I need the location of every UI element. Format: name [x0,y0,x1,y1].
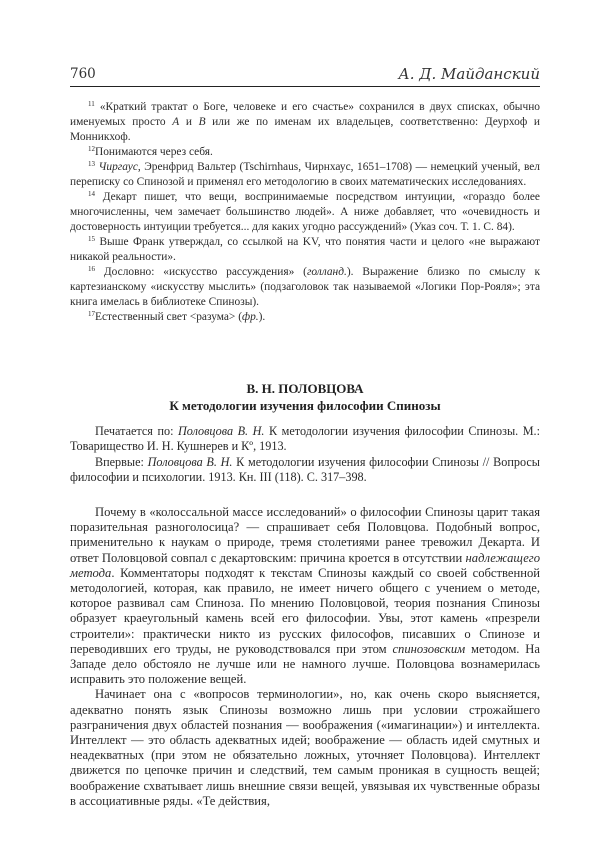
footnote [70,235,540,265]
source-text: К методологии изучения философии Спинозы // Вопросы философии и психологии. 1913. Кн. III (118). С. 317–398. [70,454,540,484]
footnote [70,145,540,160]
footnote-number: 13 [88,160,95,168]
footnote-text-italic: Чиргаус [98,161,138,173]
footnote [70,190,540,235]
footnote [70,265,540,310]
body-text [70,505,540,809]
source-text: Впервые: [95,454,148,469]
source-notes [70,424,540,485]
source-note [70,455,540,486]
footnote-text: Дословно: «искусство рассуждения» ( [103,266,307,278]
page-header [70,66,540,87]
footnote-text-italic: A [172,116,180,128]
source-text-italic: Половцова В. Н. [147,454,233,469]
section-author: В. Н. ПОЛОВЦОВА [246,381,364,396]
footnote-number: 17 [88,310,95,318]
footnote-text: или же по именам их владельцев, соответственно: Деурхоф и Монникхоф. [70,116,540,143]
footnote-text-italic: фр. [242,311,259,323]
footnote [70,310,540,325]
footnote [70,160,540,190]
source-text: К методологии изучения философии Спинозы. М.: Товарищество И. Н. Кушнерев и Кº, 1913. [70,424,540,454]
footnote-text-italic: B [198,116,206,128]
body-text-italic: надлежащего метода [70,550,540,580]
footnote-text: «Краткий трактат о Боге, человеке и его счастье» сохранился в двух списках, обычно именуемых просто [70,101,540,128]
body-text-run: методом. На Западе дело обстояло не лучше или не намного лучше. Половцова вознамерилась исправить это положение вещей. [70,641,540,687]
body-paragraph [70,687,540,809]
body-text-run: Начинает она с «вопросов терминологии», но, как очень скоро выясняется, адекватно понять язык Спинозы возможно лишь при условии строжайшего разграничения двух областей познания — воображения («имагинации») и интеллекта. Интеллект — это область адекватных идей; воображение — область идей смутных и неадекватных (при этом не обязательно ложных, уточняет Половцова). Интеллект движется по цепочке причин и следствий, тем самым проникая в сущность вещей; воображение схватывает лишь внешние связи вещей, увязывая их чувственные образы в ассоциативные ряды. «Те действия, [70,687,540,808]
footnote-text: и [179,116,199,128]
footnote-text: Естественный свет <разума> ( [95,311,242,323]
footnote-text: ). Выражение близко по смыслу к картезианскому «искусству мыслить» (подзаголовок так называемой «Логики Пор-Рояля»; эта книга имелась в библиотеке Спинозы). [70,266,540,308]
page-number: 760 [70,66,96,82]
footnote-number: 14 [88,190,95,198]
source-text-italic: Половцова В. Н. [177,424,265,438]
footnote-number: 16 [88,265,95,273]
body-text-run: Почему в «колоссальной массе исследований» о философии Спинозы царит такая поразительная разноголосица? — спрашивает себя Половцова. Подобный вопрос, применительно к наукам о природе, тремя столетиями ранее тревожил Декарта. И ответ Половцовой совпал с декартовским: причина кроется в отсутствии [70,505,540,565]
footnote-text: Понимаются через себя. [95,146,213,158]
running-head-author: А. Д. Майданский [398,65,540,83]
source-text: Печатается по: [95,424,178,438]
footnote-text: , Эренфрид Вальтер (Tschirnhaus, Чирнхаус, 1651–1708) — немецкий ученый, вел переписку со Спинозой и применял его методологию в своих математических исследованиях. [70,161,540,188]
footnotes-block [70,100,540,325]
section-heading [70,380,540,415]
footnote-text-italic: голланд. [306,266,347,278]
source-note [70,424,540,455]
footnote-text: ). [258,311,266,323]
section-title: К методологии изучения философии Спинозы [169,398,441,413]
footnote [70,100,540,145]
footnote-number: 15 [88,235,95,243]
body-text-run: . Комментаторы подходят к текстам Спинозы каждый со своей собственной методологией, которая, как правило, не имеет ничего общего с учением о методе, которое развивал сам Спиноза. По мнению Половцовой, теория познания Спинозы образует краеугольный камень всей его философии. Увы, этот камень «презрели строители»: практически никто из русских философов, писавших о Спинозе и переводивших его труды, не руководствовался при этом [70,565,540,656]
footnote-text: Декарт пишет, что вещи, воспринимаемые посредством интуиции, «гораздо более многочисленны, чем замечает большинство людей». А ниже добавляет, что «очевидность и достоверность интуиции требуется... для каких угодно рассуждений» (Указ соч. Т. 1. С. 84). [70,191,540,233]
footnote-number: 12 [88,145,95,153]
body-text-italic: спинозовским [392,641,466,656]
footnote-text: Выше Франк утверждал, со ссылкой на KV, что понятия части и целого «не выражают никакой реальности». [70,236,540,263]
footnote-number: 11 [88,100,95,108]
body-paragraph [70,505,540,687]
